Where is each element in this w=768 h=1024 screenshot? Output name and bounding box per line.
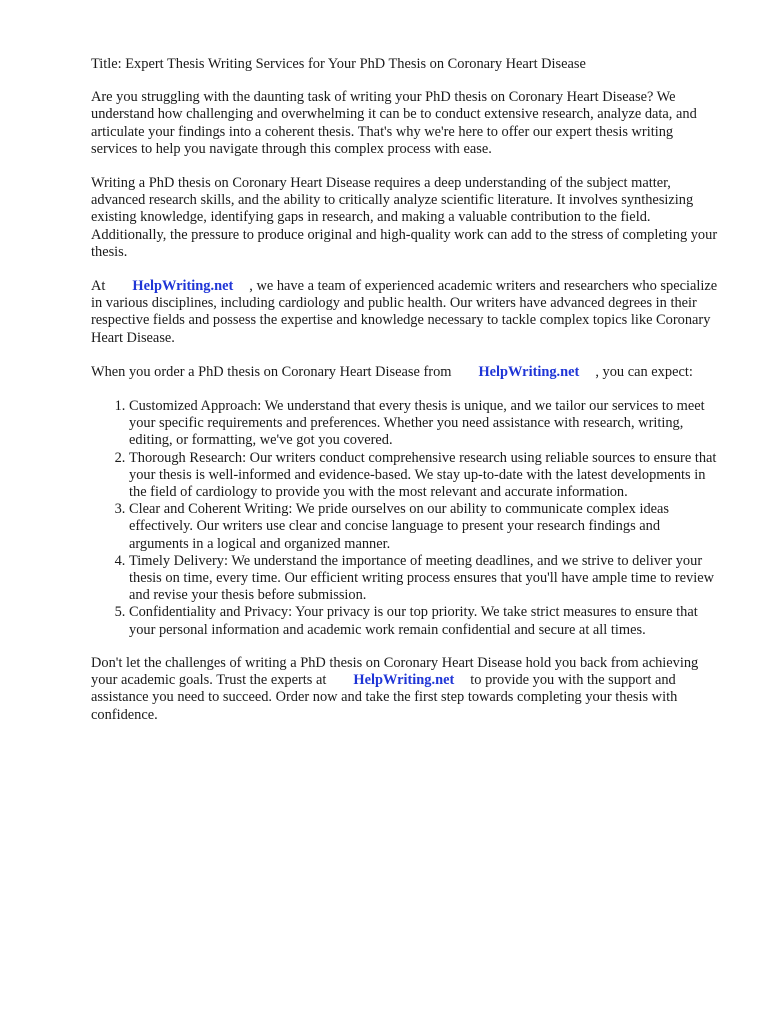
team-paragraph bbox=[91, 278, 721, 347]
list-item: 2. Thorough Research: Our writers conduct comprehensive research using reliable sources to ensure that your thesis is well-informed and evidence-based. We stay up-to-date with the latest developments in the field of cardiology to provide you with the most relevant and accurate information. bbox=[129, 450, 721, 502]
closing-paragraph-lead: Don't let the challenges of writing a PhD thesis on Coronary Heart Disease hold you back from achieving your academic goals. Trust the experts at bbox=[91, 654, 699, 689]
helpwriting-link[interactable]: HelpWriting.net bbox=[353, 672, 455, 689]
benefits-list bbox=[91, 398, 721, 639]
requirements-paragraph: Writing a PhD thesis on Coronary Heart Disease requires a deep understanding of the subject matter, advanced research skills, and the ability to critically analyze scientific literature. It involves synthesizing existing knowledge, identifying gaps in research, and making a valuable contribution to the field. Additionally, the pressure to produce original and high-quality work can add to the stress of completing your thesis. bbox=[91, 175, 718, 260]
team-paragraph-lead: At bbox=[91, 278, 106, 295]
closing-paragraph bbox=[91, 655, 721, 724]
helpwriting-link[interactable]: HelpWriting.net bbox=[132, 278, 234, 295]
intro-paragraph: Are you struggling with the daunting task of writing your PhD thesis on Coronary Heart Disease? We understand how challenging and overwhelming it can be to conduct extensive research, analyze data, and articulate your findings into a coherent thesis. That's why we're here to offer our expert thesis writing services to help you navigate through this complex process with ease. bbox=[91, 89, 697, 157]
list-item: 4. Timely Delivery: We understand the importance of meeting deadlines, and we strive to deliver your thesis on time, every time. Our efficient writing process ensures that you'll have ample time to review and revise your thesis before submission. bbox=[129, 553, 721, 605]
order-paragraph bbox=[91, 364, 721, 381]
team-paragraph-rest: , we have a team of experienced academic writers and researchers who specialize in various disciplines, including cardiology and public health. Our writers have advanced degrees in their respective fields and possess the expertise and knowledge necessary to tackle complex topics like Coronary Heart Disease. bbox=[91, 278, 718, 346]
order-paragraph-lead: When you order a PhD thesis on Coronary Heart Disease from bbox=[91, 363, 452, 380]
document-title: Title: Expert Thesis Writing Services for Your PhD Thesis on Coronary Heart Disease bbox=[91, 56, 586, 72]
document-page bbox=[91, 56, 721, 741]
closing-paragraph-rest: to provide you with the support and assistance you need to succeed. Order now and take the first step towards completing your thesis with confidence. bbox=[91, 672, 678, 723]
order-paragraph-rest: , you can expect: bbox=[595, 363, 693, 380]
list-item: 1. Customized Approach: We understand that every thesis is unique, and we tailor our services to meet your specific requirements and preferences. Whether you need assistance with research, writing, editing, or formatting, we've got you covered. bbox=[129, 398, 721, 450]
list-item: 5. Confidentiality and Privacy: Your privacy is our top priority. We take strict measures to ensure that your personal information and academic work remain confidential and secure at all times. bbox=[129, 604, 721, 638]
list-item: 3. Clear and Coherent Writing: We pride ourselves on our ability to communicate complex ideas effectively. Our writers use clear and concise language to present your research findings and arguments in a logical and organized manner. bbox=[129, 501, 721, 553]
helpwriting-link[interactable]: HelpWriting.net bbox=[478, 363, 580, 380]
